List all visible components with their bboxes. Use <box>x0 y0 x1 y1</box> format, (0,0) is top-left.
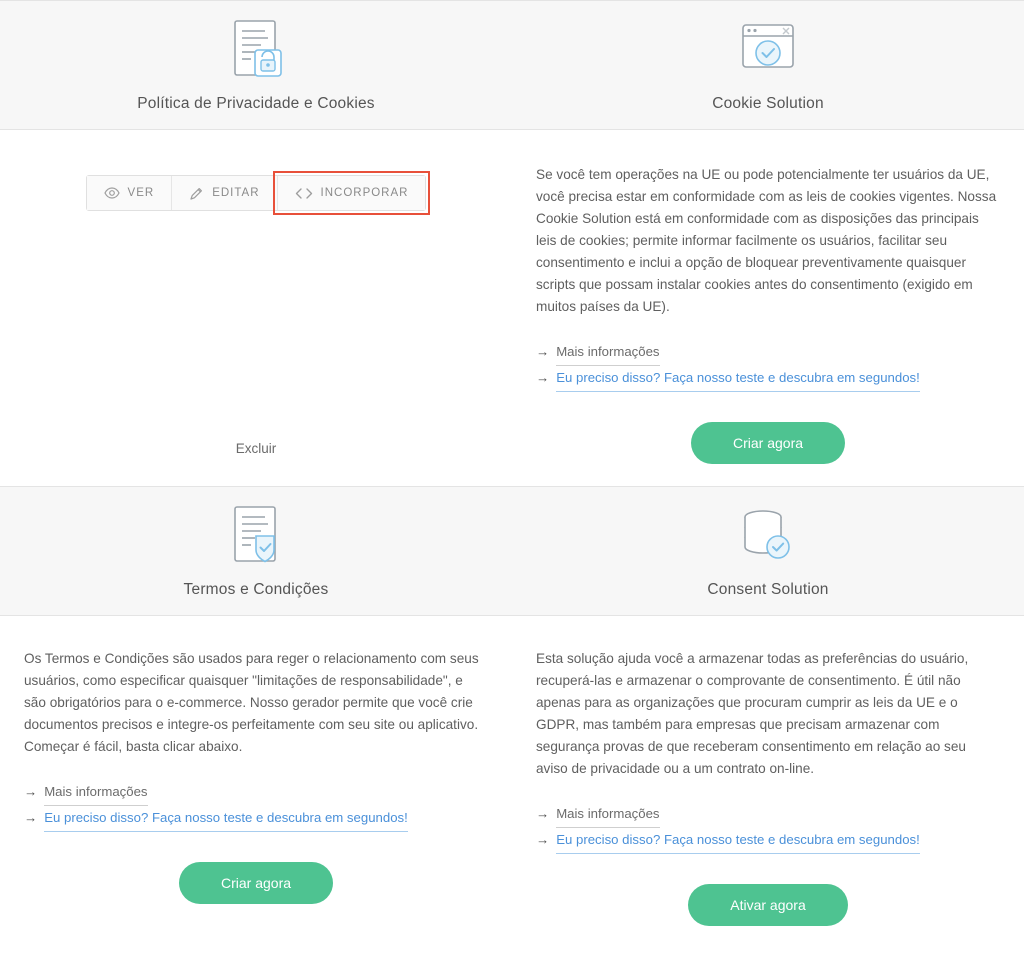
consent-links <box>536 802 1000 854</box>
need-this-test-link[interactable] <box>24 806 488 832</box>
embed-button-label: INCORPORAR <box>320 187 409 199</box>
edit-button[interactable] <box>172 176 277 210</box>
terms-links <box>24 780 488 832</box>
column-privacy-cookies <box>0 130 512 486</box>
consent-cta-wrap <box>536 884 1000 948</box>
browser-check-icon <box>512 15 1024 89</box>
database-check-icon <box>512 501 1024 575</box>
header-terms-conditions <box>0 487 512 615</box>
cookie-solution-description: Se você tem operações na UE ou pode potencialmente ter usuários da UE, você precisa estar em conformidade com as leis de cookies vigentes. Nossa Cookie Solution está em conformidade com as disposições das principais leis de cookies; permite informar facilmente os usuários, facilitar seu consentimento e inclui a opção de bloquear preventivamente quaisquer scripts que possam instalar cookies antes do consentimento (exigido em muitos países da UE). <box>536 167 997 314</box>
more-info-link[interactable] <box>536 340 1000 366</box>
section-title: Cookie Solution <box>712 95 824 112</box>
column-terms-conditions <box>0 616 512 948</box>
need-this-test-label: Eu preciso disso? Faça nosso teste e descubra em segundos! <box>556 366 920 392</box>
more-info-label: Mais informações <box>44 780 147 806</box>
cookie-solution-cta-wrap <box>536 422 1000 486</box>
header-cookie-solution <box>512 1 1024 129</box>
document-lock-icon <box>0 15 512 89</box>
column-cookie-solution <box>512 130 1024 486</box>
terms-description: Os Termos e Condições são usados para reger o relacionamento com seus usuários, como especificar quaisquer "limitações de responsabilidade", e são obrigatórios para o e-commerce. Nosso gerador permite que você crie documentos precisos e integre-os perfeitamente com seu site ou aplicativo. Começar é fácil, basta clicar abaixo. <box>24 651 479 754</box>
pencil-icon <box>189 186 204 201</box>
need-this-test-link[interactable] <box>536 366 1000 392</box>
terms-cta-wrap <box>24 862 488 926</box>
section-title: Política de Privacidade e Cookies <box>137 95 375 112</box>
more-info-link[interactable] <box>24 780 488 806</box>
embed-button[interactable] <box>278 176 426 210</box>
document-actions <box>24 175 488 211</box>
view-button[interactable] <box>87 176 173 210</box>
column-consent-solution <box>512 616 1024 948</box>
need-this-test-label: Eu preciso disso? Faça nosso teste e descubra em segundos! <box>44 806 408 832</box>
content-row-2 <box>0 616 1024 948</box>
code-brackets-icon <box>295 187 313 200</box>
more-info-label: Mais informações <box>556 340 659 366</box>
need-this-test-label: Eu preciso disso? Faça nosso teste e descubra em segundos! <box>556 828 920 854</box>
header-consent-solution <box>512 487 1024 615</box>
more-info-label: Mais informações <box>556 802 659 828</box>
cookie-solution-links <box>536 340 1000 392</box>
section-title: Termos e Condições <box>183 581 329 598</box>
arrow-icon: → <box>536 370 550 385</box>
section-title: Consent Solution <box>707 581 829 598</box>
arrow-icon: → <box>536 832 550 847</box>
arrow-icon: → <box>24 810 38 825</box>
delete-link[interactable]: Excluir <box>235 441 277 456</box>
consent-cta-button[interactable]: Ativar agora <box>688 884 847 926</box>
more-info-link[interactable] <box>536 802 1000 828</box>
action-button-group <box>86 175 427 211</box>
section-header-band-2 <box>0 486 1024 616</box>
edit-button-label: EDITAR <box>212 187 260 199</box>
need-this-test-link[interactable] <box>536 828 1000 854</box>
section-header-band-1 <box>0 1 1024 130</box>
terms-cta-button[interactable]: Criar agora <box>179 862 333 904</box>
eye-icon <box>104 187 120 199</box>
arrow-icon: → <box>536 806 550 821</box>
header-privacy-cookies <box>0 1 512 129</box>
arrow-icon: → <box>24 784 38 799</box>
view-button-label: VER <box>127 187 155 199</box>
consent-description: Esta solução ajuda você a armazenar todas as preferências do usuário, recuperá-las e armazenar o comprovante de consentimento. É útil não apenas para as organizações que procuram cumprir as leis da UE e o GDPR, mas também para empresas que precisam armazenar com segurança provas de que receberam consentimento em relação ao seu aviso de privacidade ou a um contrato on-line. <box>536 651 969 776</box>
cookie-solution-cta-button[interactable]: Criar agora <box>691 422 845 464</box>
content-row-1 <box>0 130 1024 486</box>
document-shield-icon <box>0 501 512 575</box>
arrow-icon: → <box>536 344 550 359</box>
